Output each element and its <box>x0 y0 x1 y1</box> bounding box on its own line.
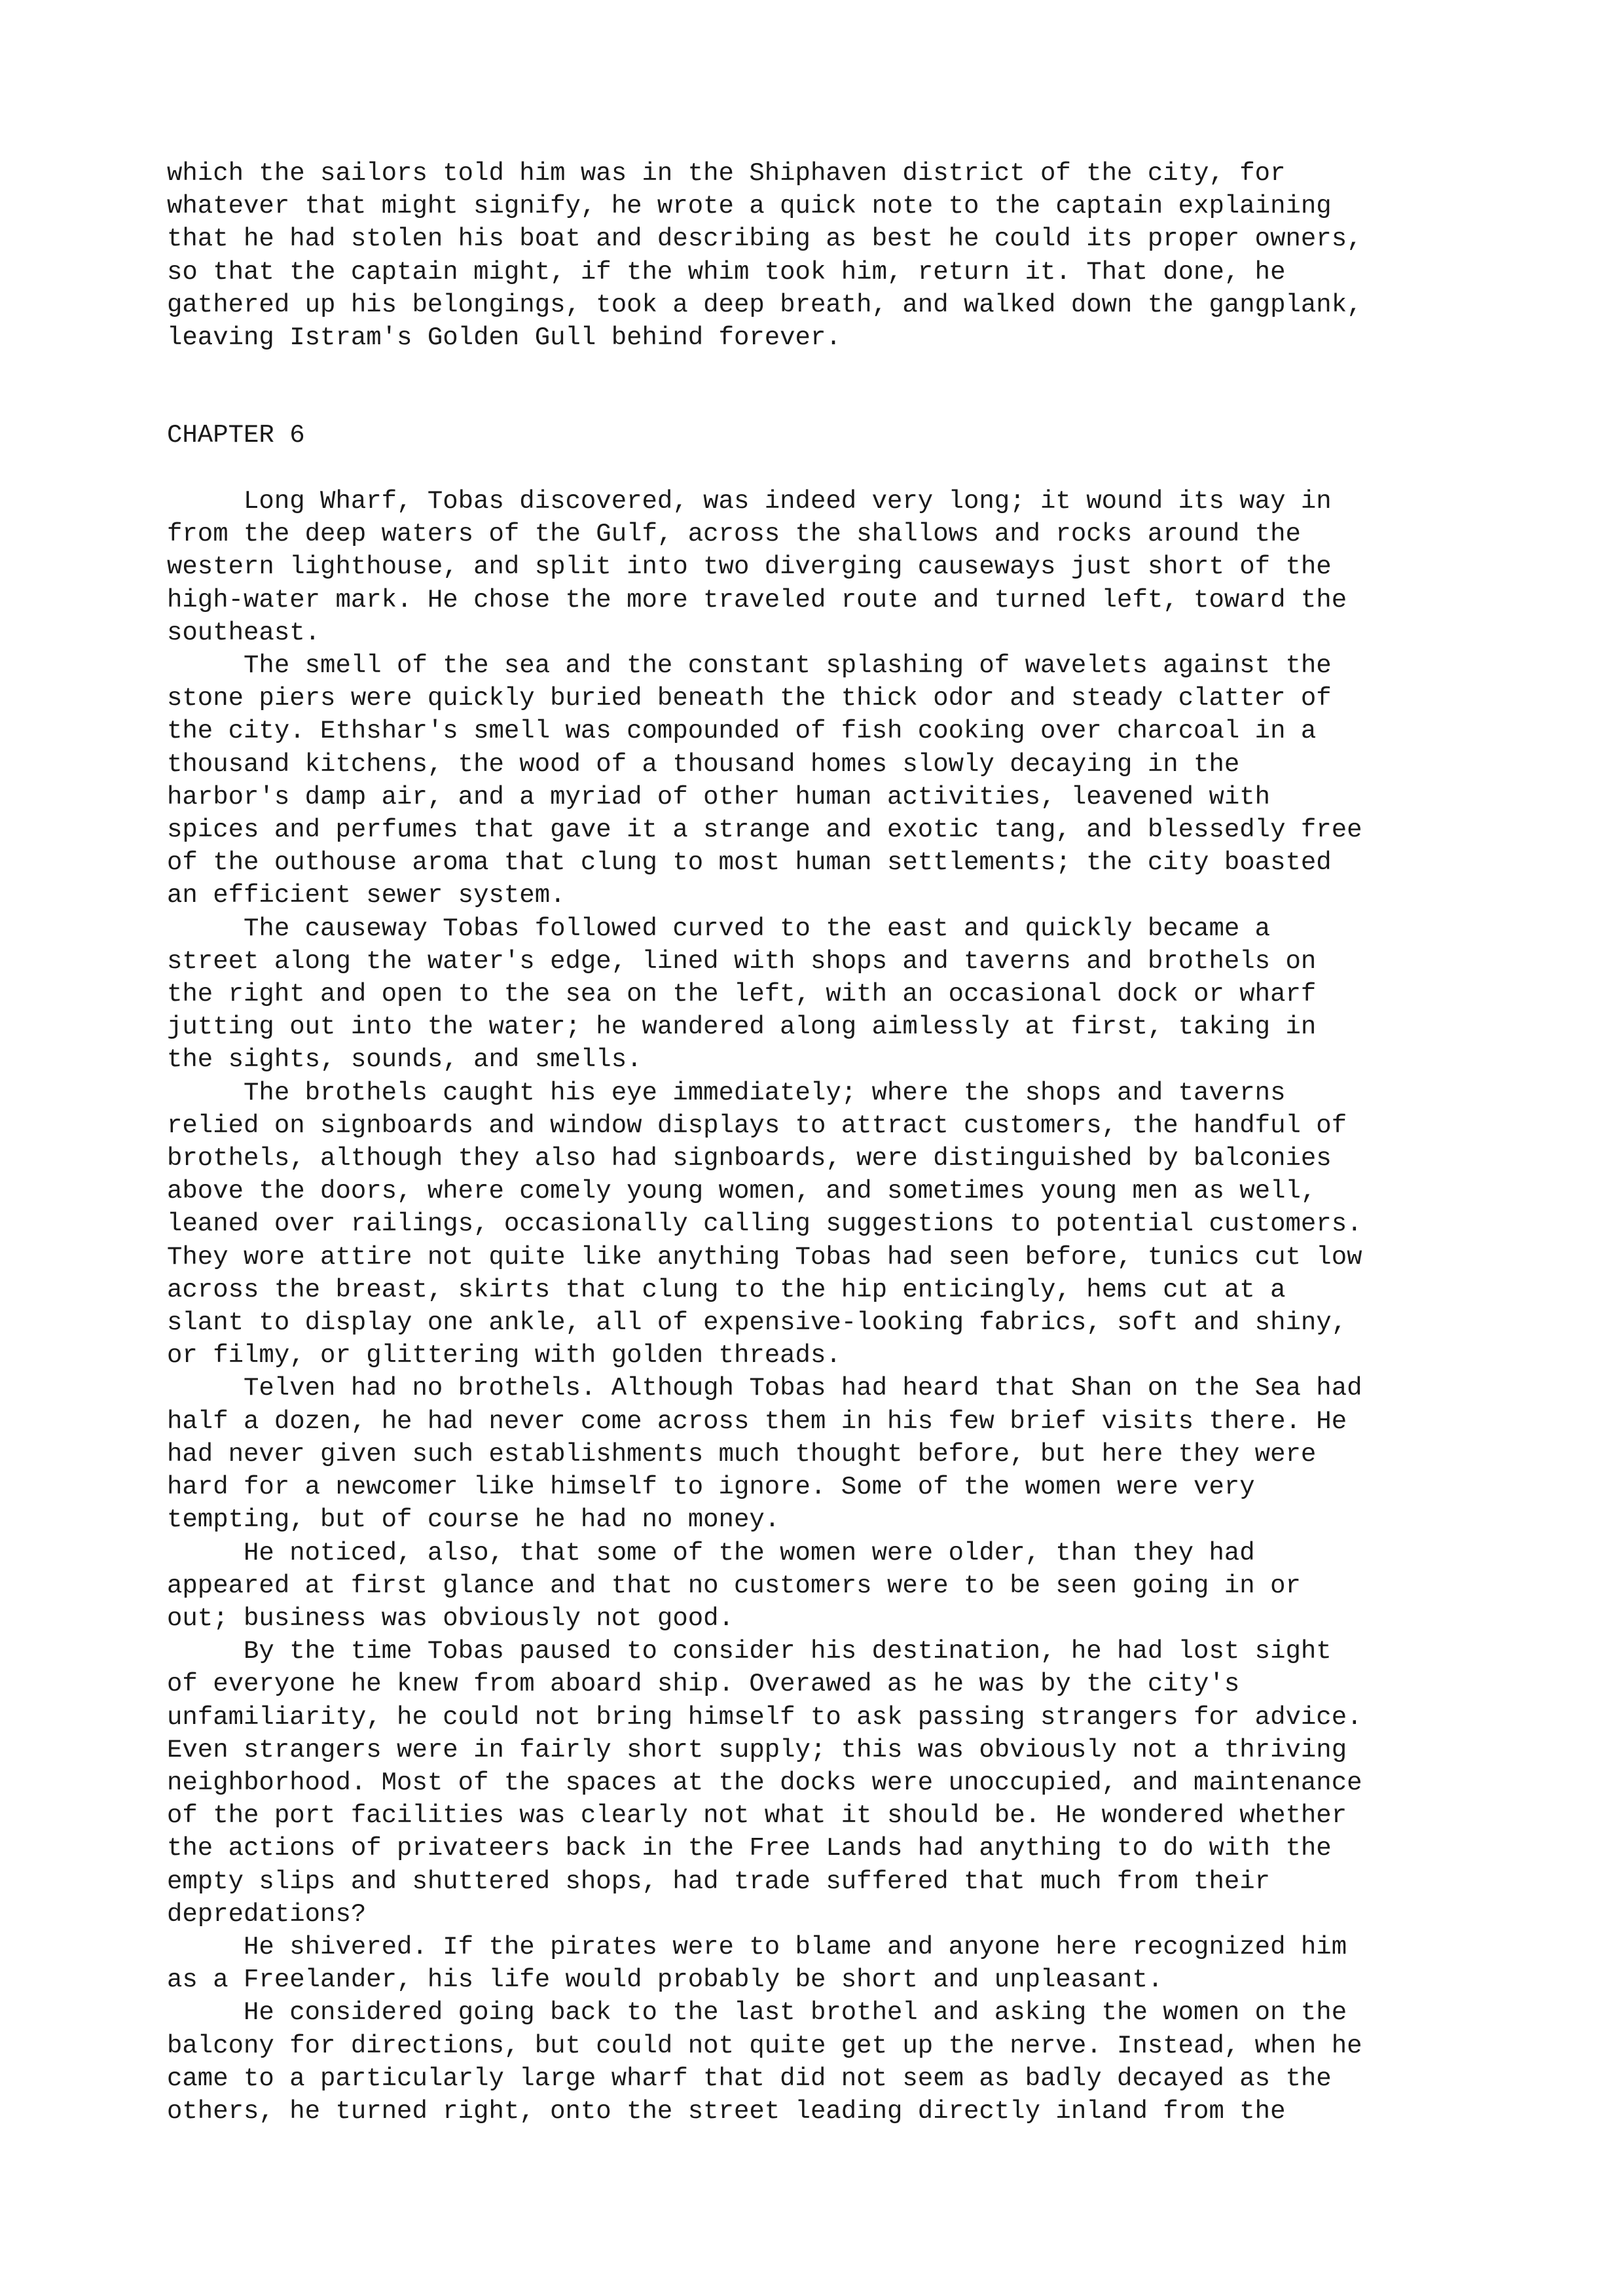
intro-paragraph: which the sailors told him was in the Shiphaven district of the city, for whatever that might signify, he wrote a quick note to the captain explaining that he had stolen his boat and describing as best he could its proper owners, so that the captain might, if the whim took him, return it. That done, he gathered up his belongings, took a deep breath, and walked down the gangplank, leaving Istram's Golden Gull behind forever. <box>167 159 1362 353</box>
chapter-body-text: Long Wharf, Tobas discovered, was indeed very long; it wound its way in from the deep waters of the Gulf, across the shallows and rocks around the western lighthouse, and split into two diverging causeways just short of the high-water mark. He chose the more traveled route and turned left, toward the southeast. The smell of the sea and the constant splashing of wavelets against the stone piers were quickly buried beneath the thick odor and steady clatter of the city. Ethshar's smell was compounded of fish cooking over charcoal in a thousand kitchens, the wood of a thousand homes slowly decaying in the harbor's damp air, and a myriad of other human activities, leavened with spices and perfumes that gave it a strange and exotic tang, and blessedly free of the outhouse aroma that clung to most human settlements; the city boasted an efficient sewer system. The causeway Tobas followed curved to the east and quickly became a street along the water's edge, lined with shops and taverns and brothels on the right and open to the sea on the left, with an occasional dock or wharf jutting out into the water; he wandered along aimlessly at first, taking in the sights, sounds, and smells. The brothels caught his eye immediately; where the shops and taverns relied on signboards and window displays to attract customers, the handful of brothels, although they also had signboards, were distinguished by balconies above the doors, where comely young women, and sometimes young men as well, leaned over railings, occasionally calling suggestions to potential customers. They wore attire not quite like anything Tobas had seen before, tunics cut low across the breast, skirts that clung to the hip enticingly, hems cut at a slant to display one ankle, all of expensive-looking fabrics, soft and shiny, or filmy, or glittering with golden threads. Telven had no brothels. Although Tobas had heard that Shan on the Sea had half a dozen, he had never come across them in his few brief visits there. He had never given such establishments much thought before, but here they were hard for a newcomer like himself to ignore. Some of the women were very tempting, but of course he had no money. He noticed, also, that some of the women were older, than they had appeared at first glance and that no customers were to be seen going in or out; business was obviously not good. By the time Tobas paused to consider his destination, he had lost sight of everyone he knew from aboard ship. Overawed as he was by the city's unfamiliarity, he could not bring himself to ask passing strangers for advice. Even strangers were in fairly short supply; this was obviously not a thriving neighborhood. Most of the spaces at the docks were unoccupied, and maintenance of the port facilities was clearly not what it should be. He wondered whether the actions of privateers back in the Free Lands had anything to do with the empty slips and shuttered shops, had trade suffered that much from their depredations? He shivered. If the pirates were to blame and anyone here recognized him as a Freelander, his life would probably be short and unpleasant. He considered going back to the last brothel and asking the women on the balcony for directions, but could not quite get up the nerve. Instead, when he came to a particularly large wharf that did not seem as badly decayed as the others, he turned right, onto the street leading directly inland from the <box>167 487 1362 2126</box>
chapter-heading: CHAPTER 6 <box>167 421 305 450</box>
